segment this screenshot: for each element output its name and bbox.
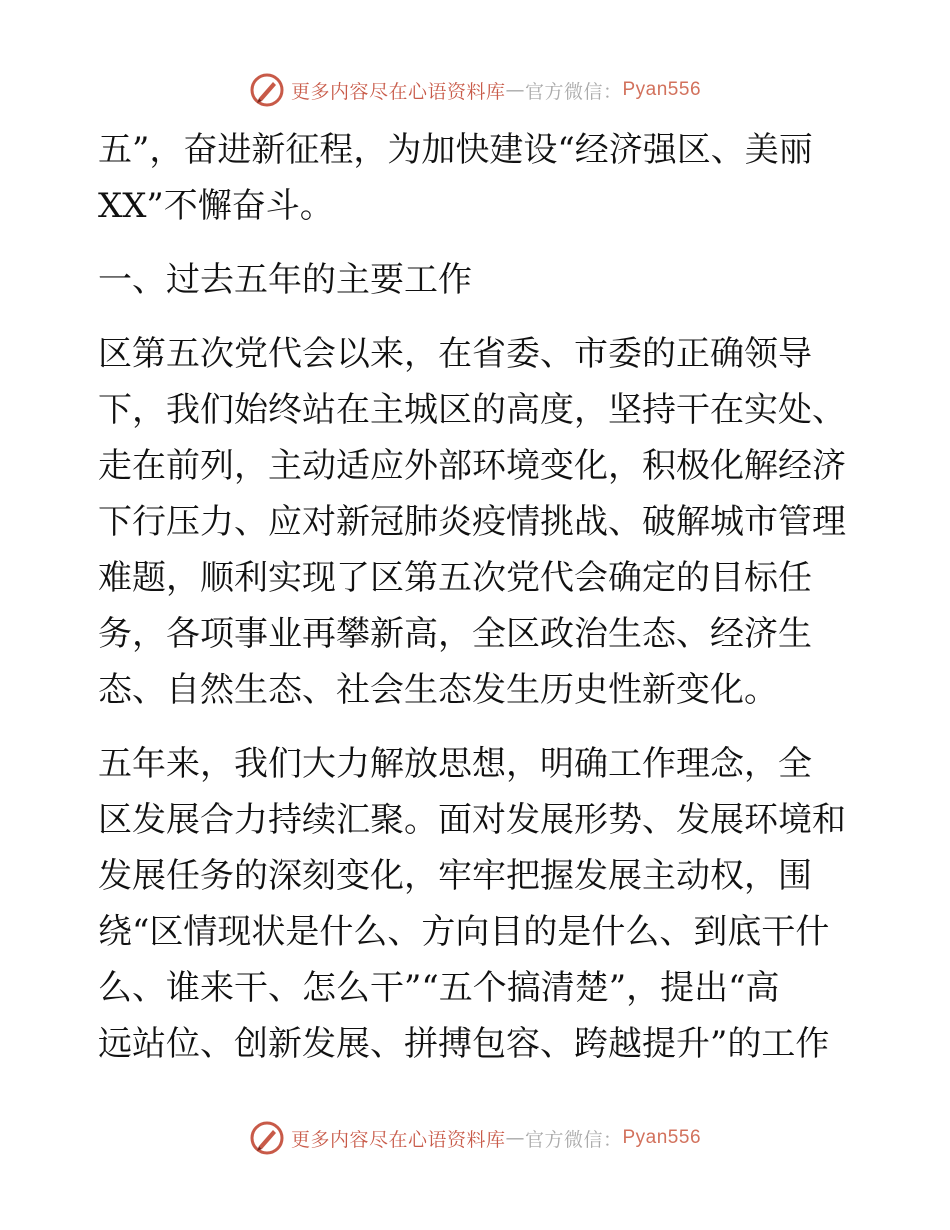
text-line: 发展任务的深刻变化，牢牢把握发展主动权，围 bbox=[98, 856, 812, 896]
text-line: XX”不懈奋斗。 bbox=[98, 186, 334, 226]
text-line: 五”，奋进新征程，为加快建设“经济强区、美丽 bbox=[98, 130, 813, 170]
watermark-id: Pyan556 bbox=[622, 1127, 702, 1148]
watermark-brand: 更多内容尽在心语资料库 bbox=[290, 80, 506, 103]
text-line: 一、过去五年的主要工作 bbox=[98, 260, 472, 300]
text-line: 区第五次党代会以来，在省委、市委的正确领导 bbox=[98, 334, 812, 374]
text-line: 走在前列，主动适应外部环境变化，积极化解经济 bbox=[98, 446, 846, 486]
text-line: 下行压力、应对新冠肺炎疫情挑战、破解城市管理 bbox=[98, 502, 846, 542]
text-line: 区发展合力持续汇聚。面对发展形势、发展环境和 bbox=[98, 800, 846, 840]
text-line: 远站位、创新发展、拼搏包容、跨越提升”的工作 bbox=[98, 1024, 830, 1064]
text-line: 绕“区情现状是什么、方向目的是什么、到底干什 bbox=[98, 912, 830, 952]
paragraph-gap bbox=[98, 234, 850, 252]
text-line: 态、自然生态、社会生态发生历史性新变化。 bbox=[98, 670, 778, 710]
watermark-id: Pyan556 bbox=[622, 79, 702, 100]
text-line: 下，我们始终站在主城区的高度，坚持干在实处、 bbox=[98, 390, 846, 430]
pen-logo-icon bbox=[249, 72, 285, 108]
header-watermark bbox=[0, 70, 950, 110]
watermark-label: 官方微信： bbox=[524, 80, 623, 103]
text-line: 么、谁来干、怎么干”“五个搞清楚”，提出“高 bbox=[98, 968, 780, 1008]
paragraph-gap bbox=[98, 308, 850, 326]
watermark-brand: 更多内容尽在心语资料库 bbox=[290, 1128, 506, 1151]
text-line: 五年来，我们大力解放思想，明确工作理念，全 bbox=[98, 744, 812, 784]
text-line: 难题，顺利实现了区第五次党代会确定的目标任 bbox=[98, 558, 812, 598]
text-line: 务，各项事业再攀新高，全区政治生态、经济生 bbox=[98, 614, 812, 654]
watermark-separator: — bbox=[505, 79, 525, 101]
document-body bbox=[98, 122, 850, 1072]
watermark-separator: — bbox=[505, 1127, 525, 1149]
watermark-label: 官方微信： bbox=[524, 1128, 623, 1151]
footer-watermark bbox=[0, 1118, 950, 1158]
pen-logo-icon bbox=[249, 1120, 285, 1156]
paragraph-gap bbox=[98, 718, 850, 736]
